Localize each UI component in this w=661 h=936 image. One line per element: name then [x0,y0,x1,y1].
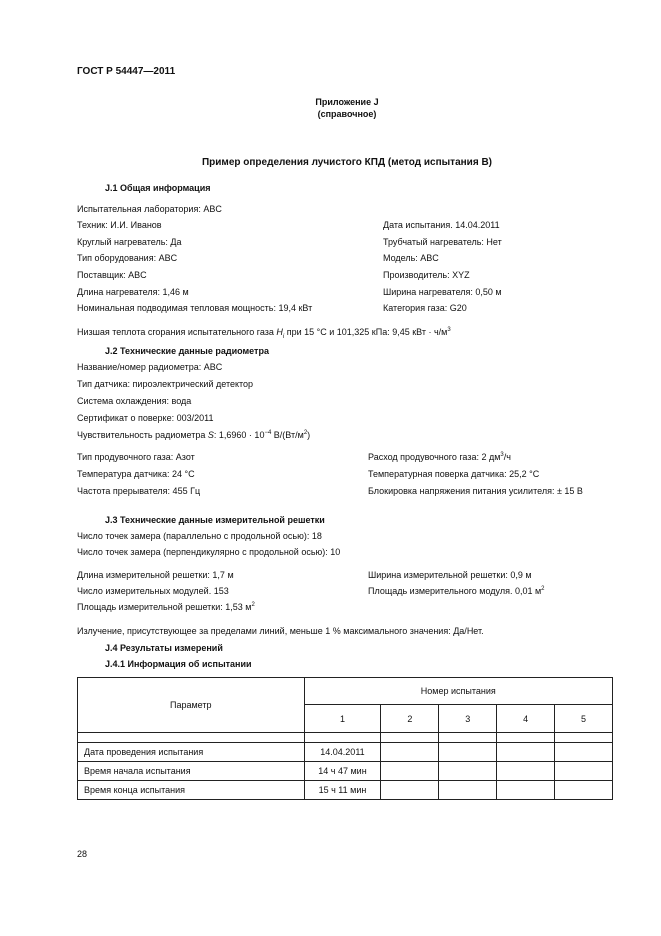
row-label-cell: Время начала испытания [78,762,305,781]
page-title: Пример определения лучистого КПД (метод испытания B) [201,157,492,168]
manufacturer-line: Производитель: XYZ [383,270,470,280]
module-area-line: Площадь измерительного модуля. 0,01 $м^2$ [368,586,545,596]
section-heading-j2: J.2 Технические данные радиометра [105,346,269,356]
value-cell [555,743,613,762]
amplifier-lock-line: Блокировка напряжения питания усилителя: ± 15 В [368,486,583,496]
tests-header-cell: Номер испытания [304,678,612,705]
supplier-line: Поставщик: ABC [77,270,147,280]
table-row [78,781,613,800]
test-info-table [77,677,613,800]
value-cell [381,743,439,762]
value-cell [555,781,613,800]
round-heater-line: Круглый нагреватель: Да [77,237,182,247]
sensitivity-line: Чувствительность радиометра S: $1,6960 \cdot 10^{-4}$ $В/(Вт/м^2)$ [77,430,311,440]
annex-subtitle: (справочное) [317,109,377,119]
surface-temperature-line: Температурная поверка датчика: 25,2 °С [368,469,540,479]
sensor-type-line: Тип датчика: пироэлектрический детектор [77,379,254,389]
value-cell [381,781,439,800]
grid-length-line: Длина измерительной решетки: 1,7 м [77,570,234,580]
cooling-line: Система охлаждения: вода [77,396,192,406]
value-cell [497,743,555,762]
annex-title: Приложение J [315,97,379,107]
param-header-cell: Параметр [78,678,305,733]
test-number-cell: 1 [304,705,381,733]
points-parallel-line: Число точек замера (параллельно с продольной осью): 18 [77,531,322,541]
value-cell [439,762,497,781]
modules-count-line: Число измерительных модулей. 153 [77,586,229,596]
value-cell: 15 ч 11 мин [304,781,381,800]
lab-line: Испытательная лаборатория: ABC [77,204,222,214]
test-number-cell: 4 [497,705,555,733]
gas-category-line: Категория газа: G20 [383,303,467,313]
row-label-cell: Время конца испытания [78,781,305,800]
test-number-cell: 5 [555,705,613,733]
certificate-line: Сертификат о поверке: 003/2011 [77,413,214,423]
heater-length-line: Длина нагревателя: 1,46 м [77,287,189,297]
section-heading-j1: J.1 Общая информация [105,183,211,193]
value-cell [439,781,497,800]
value-cell [439,743,497,762]
section-heading-j4: J.4 Результаты измерений [105,643,223,653]
test-number-cell: 3 [439,705,497,733]
grid-width-line: Ширина измерительной решетки: 0,9 м [368,570,532,580]
technician-line: Техник: И.И. Иванов [77,220,162,230]
points-perpendicular-line: Число точек замера (перпендикулярно с продольной осью): 10 [77,547,341,557]
subsection-heading-j41: J.4.1 Информация об испытании [105,659,252,669]
purge-gas-line: Тип продувочного газа: Азот [77,452,195,462]
test-number-cell: 2 [381,705,439,733]
chopper-frequency-line: Частота прерывателя: 455 Гц [77,486,201,496]
purge-flow-line: Расход продувочного газа: 2 $дм^3/ч$ [368,452,511,462]
document-id: ГОСТ Р 54447—2011 [77,66,176,77]
nominal-power-line: Номинальная подводимая тепловая мощность: 19,4 кВт [77,303,313,313]
value-cell: 14.04.2011 [304,743,381,762]
row-label-cell: Дата проведения испытания [78,743,305,762]
table-row [78,762,613,781]
value-cell: 14 ч 47 мин [304,762,381,781]
radiation-note-line: Излучение, присутствующее за пределами линий, меньше 1 % максимального значения: Да/Нет. [77,626,484,636]
table-row [78,743,613,762]
value-cell [497,762,555,781]
equipment-type-line: Тип оборудования: ABC [77,253,178,263]
value-cell [497,781,555,800]
sensor-temperature-line: Температура датчика: 24 °С [77,469,195,479]
heater-width-line: Ширина нагревателя: 0,50 м [383,287,502,297]
value-cell [555,762,613,781]
page-number: 28 [77,849,88,859]
section-heading-j3: J.3 Технические данные измерительной решетки [105,515,325,525]
value-cell [381,762,439,781]
radiometer-name-line: Название/номер радиометра: ABC [77,362,223,372]
tube-heater-line: Трубчатый нагреватель: Нет [383,237,502,247]
grid-area-line: Площадь измерительной решетки: 1,53 $м^2$ [77,602,255,612]
model-line: Модель: ABC [383,253,439,263]
calorific-value-line: Низшая теплота сгорания испытательного газа $H_i$ при 15 °С и 101,325 кПа: 9,45 кВт · $ч/м^3$ [77,327,451,340]
test-date-line: Дата испытания. 14.04.2011 [383,220,500,230]
